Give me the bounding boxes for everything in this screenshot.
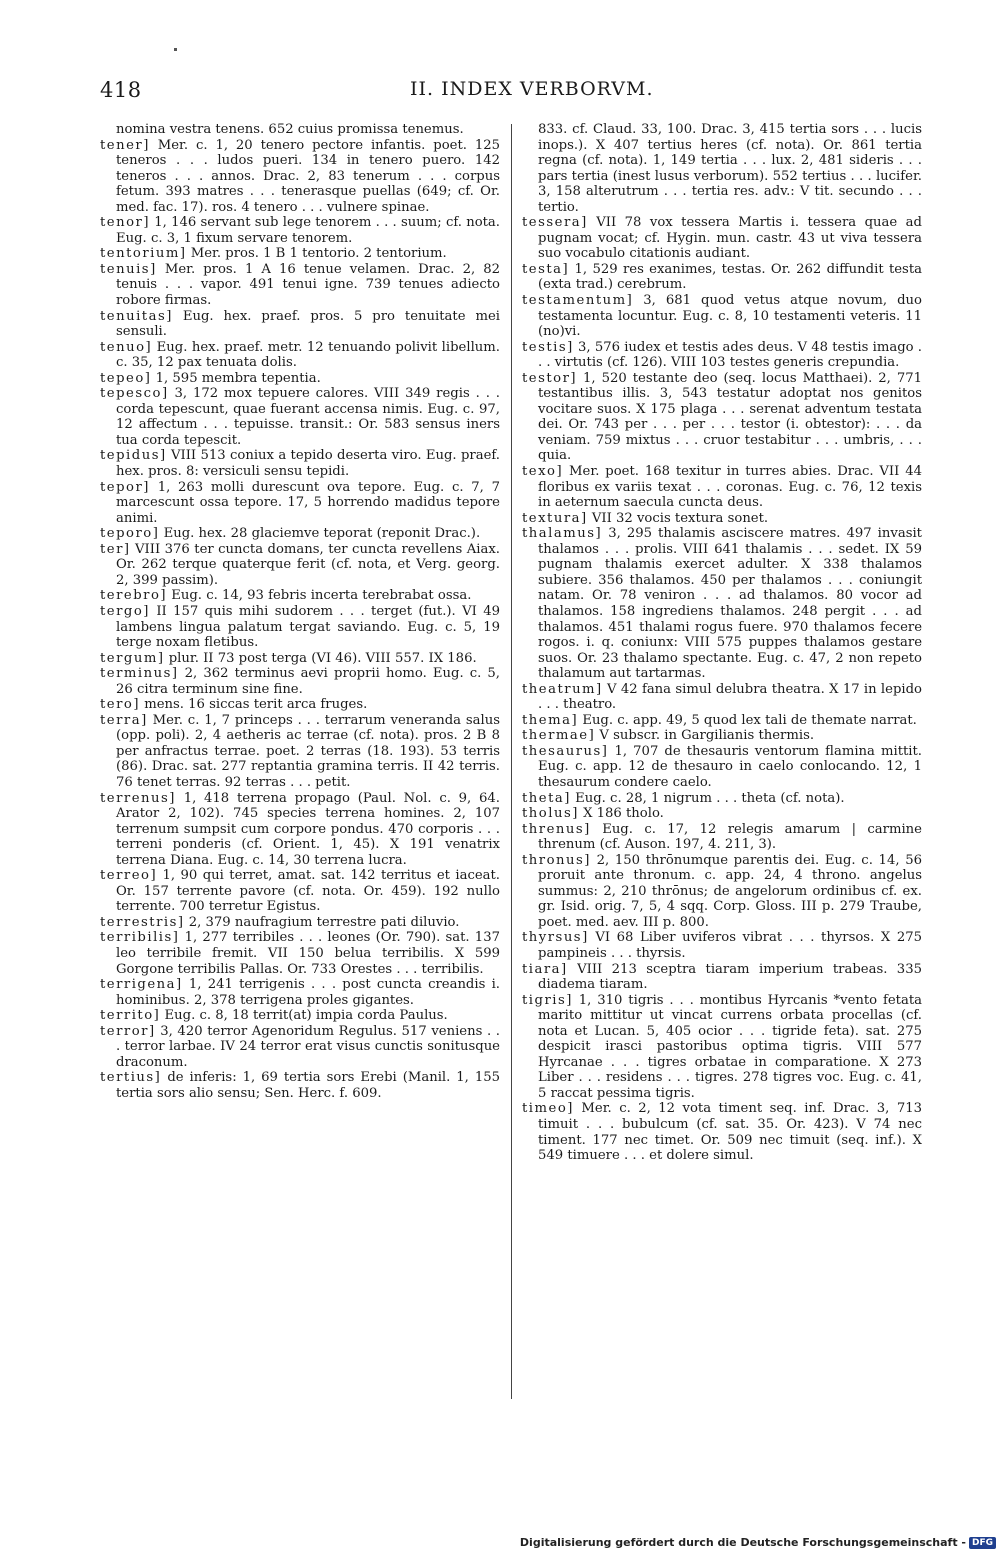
entry-text: 3, 172 mox tepuere calores. VIII 349 regis . . . corda tepescunt, quae fuerant accensa nimis. Eug. c. 97, 12 affectum . . . tepuisse. transit.: Or. 583 sensus iners tua corda tepescit. (116, 386, 500, 448)
index-entry (100, 697, 500, 713)
entry-headword: tenor] (100, 215, 150, 231)
footer-credit (520, 1536, 996, 1549)
index-entry (100, 262, 500, 309)
entry-text: Eug. hex. praef. pros. 5 pro tenuitate mei sensuli. (116, 308, 500, 340)
entry-text: Mer. c. 2, 12 vota timent seq. inf. Drac. 3, 713 timuit . . . bubulcum (cf. sat. 35. Or. 423). V 74 nec timent. 177 nec timet. Or. 509 nec timuit (seq. inf.). X 549 timuere . . . et dolere simul. (538, 1101, 922, 1164)
entry-text: de inferis: 1, 69 tertia sors Erebi (Manil. 1, 155 tertia sors alio sensu; Sen. Herc. f. 609. (116, 1070, 500, 1101)
entry-text: VII 78 vox tessera Martis i. tessera quae ad pugnam vocat; cf. Hygin. mun. castr. 43 ut viva tessera suo vocabulo citationis audiant. (538, 215, 922, 262)
entry-text: 1, 277 terribiles . . . leones (Or. 790). sat. 137 leo terribile fremit. VII 150 belua terribilis. X 599 Gorgone terribilis Pallas. Or. 733 Orestes . . . terribilis. (116, 930, 500, 977)
entry-headword: tentorium] (100, 246, 187, 262)
entry-headword: tepor] (100, 479, 150, 495)
entry-headword: thalamus] (522, 526, 603, 542)
entry-headword: thema] (522, 712, 579, 728)
entry-headword: tenuis] (100, 261, 157, 277)
entry-headword: thermae] (522, 728, 596, 744)
entry-text: 2, 150 thrōnumque parentis dei. Eug. c. 14, 56 proruit ante thronum. c. app. 24, 4 throno. angelus summus: 2, 210 thrōnus; de angelorum ordinibus cf. ex. gr. Isid. orig. 7, 5, 4 sqq. Corp. Gloss. III p. 279 Traube, poet. med. aev. III p. 800. (538, 852, 922, 930)
index-entry (522, 511, 922, 527)
entry-text: 3, 681 quod vetus atque novum, duo testamenta locuntur. Eug. c. 8, 10 testamenti veteris. 11 (no)vi. (538, 293, 922, 340)
entry-text: Eug. c. 17, 12 relegis amarum | carmine threnum (cf. Auson. 197, 4. 211, 3). (538, 821, 922, 853)
index-entry (100, 651, 500, 667)
index-entry (100, 868, 500, 915)
entry-headword: theatrum] (522, 681, 603, 697)
entry-headword: tergum] (100, 650, 165, 666)
entry-headword: terrestris] (100, 914, 185, 930)
index-entry (522, 962, 922, 993)
entry-headword: tepesco] (100, 386, 169, 402)
entry-text: 1, 520 testante deo (seq. locus Matthaei). 2, 771 testantibus illis. 3, 543 testatur adoptat nos genitos vocitare suos. X 175 plaga . . . serenat adventum testata dei. Or. 743 per . . . per . . . testor (i. obtestor): . . . da veniam. 759 mixtus . . . cruor testabitur . . . umbris, . . . quia. (538, 370, 922, 464)
entry-headword: terror] (100, 1023, 156, 1039)
index-entry (100, 246, 500, 262)
entry-text: Mer. pros. 1 B 1 tentorio. 2 tentorium. (190, 246, 447, 262)
index-entry (522, 713, 922, 729)
index-entry (100, 480, 500, 527)
column-rule (511, 124, 512, 1399)
entry-headword: texo] (522, 464, 564, 480)
entry-text: Eug. c. app. 49, 5 quod lex tali de themate narrat. (582, 712, 917, 728)
footer-credit-text: Digitalisierung gefördert durch die Deutsche Forschungsgemeinschaft - (519, 1536, 966, 1549)
entry-text: VI 68 Liber uviferos vibrat . . . thyrsos. X 275 pampineis . . . thyrsis. (538, 930, 922, 961)
entry-text: 833. cf. Claud. 33, 100. Drac. 3, 415 tertia sors . . . lucis inops.). X 407 tertius heres (cf. nota). Or. 861 tertia regna (cf. nota). 1, 149 tertia . . . lux. 2, 481 sideris . . . pars tertia (inest lusus verborum). 552 tertius . . . lucifer. 3, 158 alterutrum . . . tertia res. adv.: V tit. secundo . . . tertio. (538, 122, 922, 215)
entry-text: 2, 379 naufragium terrestre pati diluvio. (188, 914, 460, 930)
index-entry (100, 526, 500, 542)
index-entry (100, 386, 500, 448)
index-entry (522, 728, 922, 744)
index-entry (100, 371, 500, 387)
left-column (100, 122, 500, 1101)
entry-headword: terreo] (100, 868, 158, 884)
index-entry (100, 1024, 500, 1071)
entry-headword: tertius] (100, 1070, 162, 1086)
entry-headword: tigris] (522, 992, 573, 1008)
entry-headword: thyrsus] (522, 930, 589, 946)
entry-text: Mer. pros. 1 A 16 tenue velamen. Drac. 2, 82 tenuis . . . vapor. 491 tenui igne. 739 tenues adiecto robore firmas. (116, 261, 500, 309)
entry-text: Mer. poet. 168 texitur in turres abies. Drac. VII 44 floribus ex variis texat . . . coronas. Eug. c. 76, 12 texis in aeternum saecula cuncta deus. (538, 464, 922, 511)
entry-text: Mer. c. 1, 7 princeps . . . terrarum veneranda salus (opp. poli). 2, 4 aetheris ac terrae (cf. nota). pros. 2 B 8 per anfractus terrae. poet. 2 terras (18. 193). 53 terris (86). Drac. sat. 277 reptantia gramina terris. II 42 terris. 76 tenet terras. 92 terras . . . petit. (116, 712, 500, 790)
entry-headword: terminus] (100, 666, 179, 682)
entry-headword: teporo] (100, 526, 160, 542)
page-number: 418 (100, 78, 142, 102)
entry-text: Mer. c. 1, 20 tenero pectore infantis. poet. 125 teneros . . . ludos pueri. 134 in tenero puero. 142 teneros . . . annos. Drac. 2, 83 tenerum . . . corpus fetum. 393 matres . . . tenerasque puellas (649; cf. Or. med. fac. 17). ros. 4 tenero . . . vulnere spinae. (116, 137, 500, 215)
entry-headword: testis] (522, 339, 574, 355)
index-entry (100, 340, 500, 371)
entry-headword: terebro] (100, 588, 168, 604)
entry-text: 1, 529 res exanimes, testas. Or. 262 diffundit testa (exta trad.) cerebrum. (538, 261, 922, 293)
entry-headword: thronus] (522, 852, 591, 868)
entry-text: Eug. c. 8, 18 territ(at) impia corda Paulus. (164, 1008, 448, 1024)
entry-headword: tenuitas] (100, 308, 173, 324)
index-entry (100, 122, 500, 138)
right-column (522, 122, 922, 1164)
index-entry (100, 915, 500, 931)
entry-headword: tener] (100, 137, 150, 153)
entry-headword: tiara] (522, 961, 568, 977)
index-entry (100, 713, 500, 791)
index-entry (522, 853, 922, 931)
entry-headword: tergo] (100, 603, 150, 619)
index-entry (100, 138, 500, 216)
entry-text: Eug. hex. 28 glaciemve teporat (reponit Drac.). (163, 526, 481, 542)
index-entry (100, 448, 500, 479)
entry-headword: ter] (100, 541, 131, 557)
entry-headword: textura] (522, 510, 588, 526)
entry-headword: terra] (100, 712, 148, 728)
entry-text: VIII 213 sceptra tiaram imperium trabeas. 335 diadema tiaram. (538, 961, 922, 993)
entry-text: 3, 295 thalamis asciscere matres. 497 invasit thalamos . . . prolis. VIII 641 thalamis . . . sedet. IX 59 pugnam thalamis exercet adulter. X 338 thalamos subiere. 356 thalamos. 450 per thalamos . . . coniungit natam. Or. 78 veniron . . . ad thalamos. 80 vocor ad thalamos. 158 ingrediens thalamos. 248 pergit . . . ad thalamos. 451 thalami rogus fuere. 970 thalamos fecere rogos. i. q. coniunx: VIII 575 puppes thalamos gestare suos. Or. 23 thalamo spectante. Eug. c. 47, 2 non repeto thalamum aut tartarmas. (538, 526, 922, 682)
entry-headword: thesaurus] (522, 743, 609, 759)
index-entry (522, 744, 922, 791)
index-entry (522, 930, 922, 961)
entry-text: 3, 576 iudex et testis ades deus. V 48 testis imago . . . virtutis (cf. 126). VIII 103 testes generis crepundia. (538, 339, 922, 371)
entry-text: plur. II 73 post terga (VI 46). VIII 557. IX 186. (168, 650, 477, 666)
index-entry (522, 122, 922, 215)
entry-text: mens. 16 siccas terit arca fruges. (144, 697, 368, 713)
entry-headword: tessera] (522, 215, 588, 231)
entry-text: 1, 90 qui terret, amat. sat. 142 territus et iaceat. Or. 157 terrente pavore (cf. nota. Or. 459). 192 nullo terrente. 700 terretur Egistus. (116, 868, 500, 915)
index-entry (522, 215, 922, 262)
entry-text: 1, 310 tigris . . . montibus Hyrcanis *vento fetata marito mittitur ut vincat currens orbata procellas (cf. nota et Lucan. 5, 405 ocior . . . tigride feta). sat. 275 despicit irasci pastoribus optima tigris. VIII 577 Hyrcanae . . . tigres orbatae in comparatione. X 273 Liber . . . residens . . . tigres. 278 tigres voc. Eug. c. 41, 5 raccat pessima tigris. (538, 992, 922, 1101)
index-entry (522, 1101, 922, 1163)
index-entry (522, 340, 922, 371)
index-entry (522, 806, 922, 822)
index-entry (522, 822, 922, 853)
index-entry (100, 309, 500, 340)
index-entry (100, 588, 500, 604)
entry-text: 1, 241 terrigenis . . . post cuncta creandis i. hominibus. 2, 378 terrigena proles gigantes. (116, 977, 500, 1008)
entry-text: V 42 fana simul delubra theatra. X 17 in lepido . . . theatro. (538, 681, 922, 713)
entry-text: VIII 376 ter cuncta domans, ter cuncta revellens Aiax. Or. 262 terque quaterque ferit (cf. nota, et Verg. georg. 2, 399 passim). (116, 541, 500, 588)
index-entry (100, 791, 500, 869)
entry-text: X 186 tholo. (583, 806, 664, 822)
margin-dot (174, 48, 177, 51)
entry-headword: testor] (522, 370, 578, 386)
index-entry (100, 1008, 500, 1024)
dfg-logo: DFG (969, 1537, 996, 1549)
running-title: II. INDEX VERBORVM. (410, 78, 654, 100)
entry-headword: timeo] (522, 1101, 574, 1117)
index-entry (100, 666, 500, 697)
index-entry (100, 977, 500, 1008)
index-entry (100, 1070, 500, 1101)
entry-text: 2, 362 terminus aevi proprii homo. Eug. c. 5, 26 citra terminum sine fine. (116, 666, 501, 697)
entry-text: 1, 595 membra tepentia. (155, 370, 321, 386)
entry-text: Eug. c. 28, 1 nigrum . . . theta (cf. nota). (575, 790, 845, 806)
entry-text: 1, 418 terrena propago (Paul. Nol. c. 9, 64. Arator 2, 102). 745 species terrena homines. 2, 107 terrenum sumpsit cum corpore pondus. 470 corporis . . . terreni ponderis (cf. Orient. 1, 45). X 191 venatrix terrena Diana. Eug. c. 14, 30 terrena lucra. (116, 790, 500, 868)
index-entry (522, 293, 922, 340)
entry-headword: tepeo] (100, 370, 152, 386)
entry-headword: territo] (100, 1008, 161, 1024)
entry-headword: testa] (522, 261, 570, 277)
entry-text: VII 32 vocis textura sonet. (591, 510, 769, 526)
entry-text: II 157 quis mihi sudorem . . . terget (fut.). VI 49 lambens lingua palatum tergat saviando. Eug. c. 5, 19 terge noxam fletibus. (116, 603, 500, 651)
entry-headword: tholus] (522, 806, 579, 822)
entry-text: Eug. c. 14, 93 febris incerta terebrabat ossa. (171, 588, 472, 604)
entry-text: V subscr. in Gargilianis thermis. (599, 728, 815, 744)
index-entry (522, 682, 922, 713)
index-entry (522, 371, 922, 464)
entry-text: Eug. hex. praef. metr. 12 tenuando polivit libellum. c. 35, 12 pax tenuata dolis. (116, 339, 500, 371)
index-entry (522, 526, 922, 681)
index-entry (100, 215, 500, 246)
index-entry (522, 791, 922, 807)
entry-headword: testamentum] (522, 293, 634, 309)
entry-text: 1, 707 de thesauris ventorum flamina mittit. Eug. c. app. 12 de thesauro in caelo conlocando. 12, 1 thesaurum condere caelo. (538, 743, 922, 790)
entry-headword: terrenus] (100, 790, 176, 806)
entry-headword: tero] (100, 697, 140, 713)
index-entry (522, 993, 922, 1102)
entry-text: nomina vestra tenens. 652 cuius promissa tenemus. (116, 122, 464, 137)
entry-headword: threnus] (522, 821, 591, 837)
entry-headword: tepidus] (100, 448, 167, 464)
entry-headword: terrigena] (100, 977, 183, 993)
entry-headword: theta] (522, 790, 571, 806)
index-entry (100, 930, 500, 977)
entry-headword: terribilis] (100, 930, 180, 946)
entry-text: 1, 263 molli durescunt ova tepore. Eug. c. 7, 7 marcescunt ossa tepore. 17, 5 horrendo madidus tepore animi. (116, 479, 500, 526)
index-entry (100, 542, 500, 589)
entry-text: VIII 513 coniux a tepido deserta viro. Eug. praef. hex. pros. 8: versiculi sensu tepidi. (116, 448, 500, 480)
index-entry (100, 604, 500, 651)
entry-headword: tenuo] (100, 339, 153, 355)
index-entry (522, 262, 922, 293)
index-entry (522, 464, 922, 511)
entry-text: 1, 146 servant sub lege tenorem . . . suum; cf. nota. Eug. c. 3, 1 fixum servare tenorem. (116, 215, 500, 246)
entry-text: 3, 420 terror Agenoridum Regulus. 517 veniens . . . terror larbae. IV 24 terror erat visus cunctis sonitusque draconum. (116, 1023, 500, 1070)
